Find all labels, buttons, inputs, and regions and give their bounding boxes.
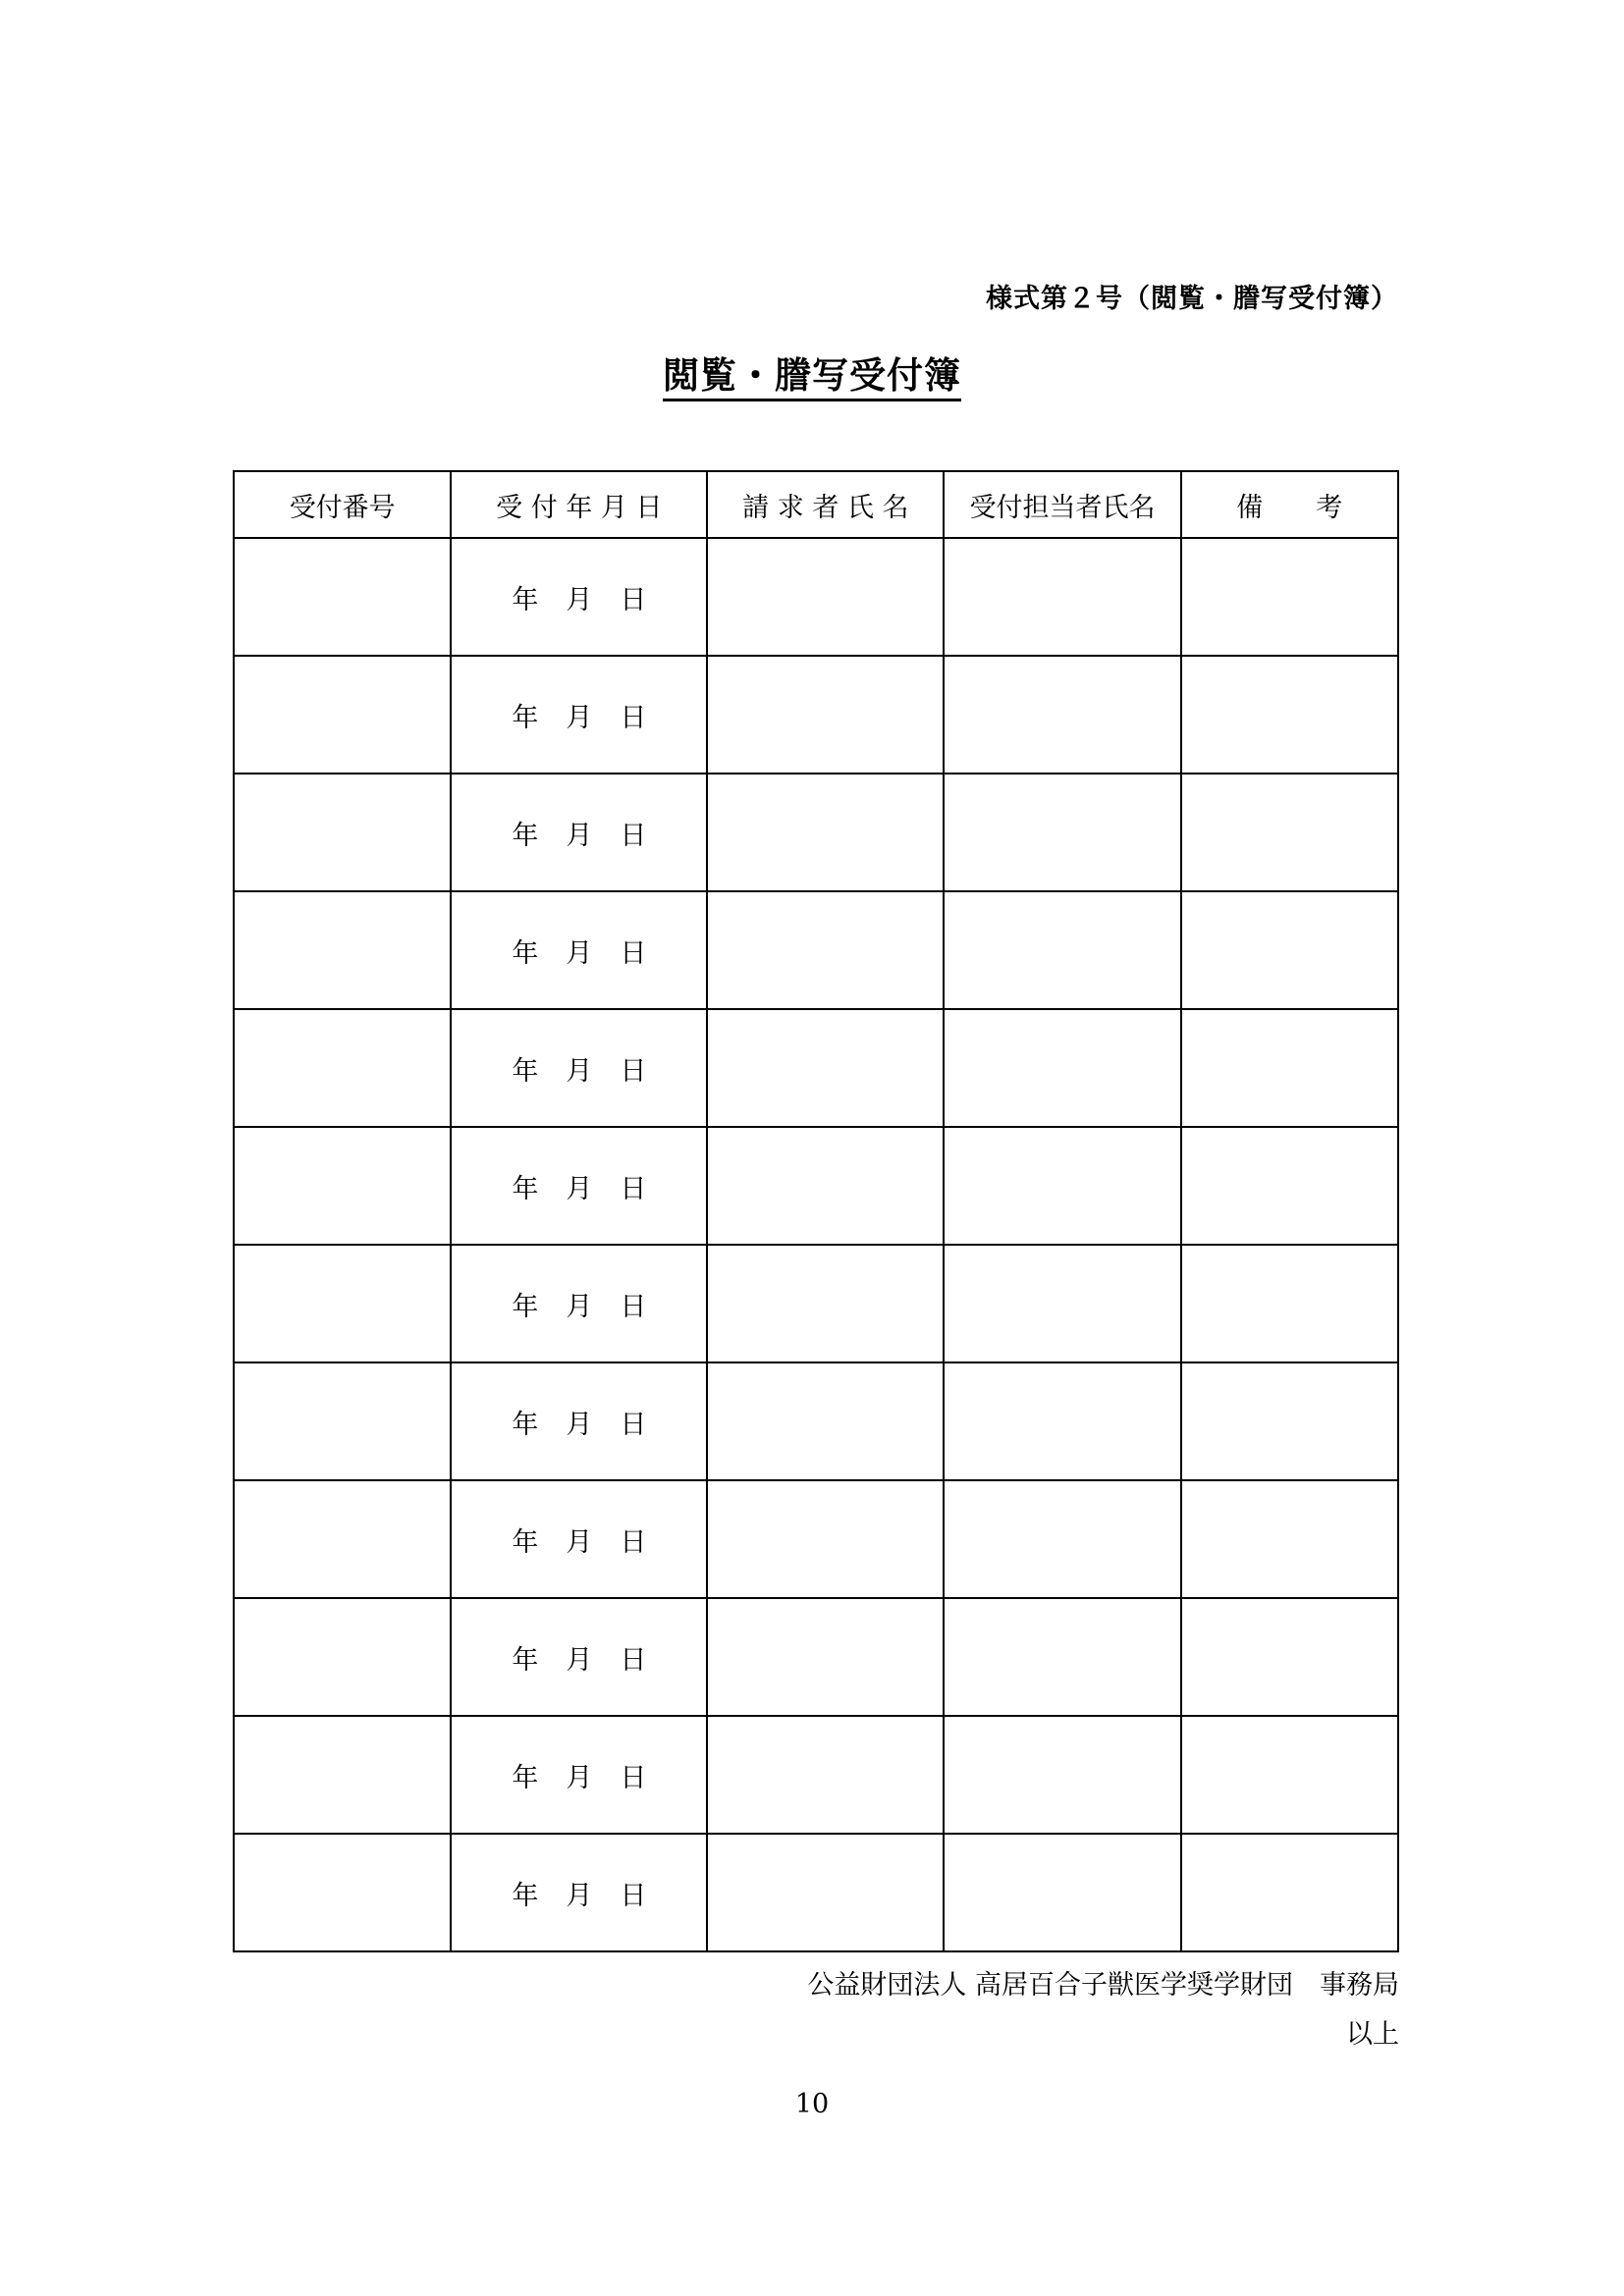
reception-date-cell[interactable]	[451, 1245, 707, 1362]
date-day-label: 日	[620, 1173, 647, 1204]
clerk-name-cell[interactable]	[944, 1127, 1180, 1245]
table-row	[234, 1480, 1398, 1598]
remarks-cell[interactable]	[1181, 774, 1398, 891]
date-year-label: 年	[512, 1880, 539, 1911]
reception-number-cell[interactable]	[234, 1598, 451, 1716]
page-number: 10	[794, 2089, 830, 2119]
table-body	[234, 538, 1398, 1951]
reception-number-cell[interactable]	[234, 1480, 451, 1598]
document-title-wrapper	[0, 346, 1624, 399]
reception-number-cell[interactable]	[234, 1245, 451, 1362]
requester-name-cell[interactable]	[707, 1716, 944, 1834]
remarks-cell[interactable]	[1181, 1716, 1398, 1834]
date-month-label: 月	[566, 1055, 593, 1087]
remarks-cell[interactable]	[1181, 1480, 1398, 1598]
table-row	[234, 1245, 1398, 1362]
remarks-cell[interactable]	[1181, 656, 1398, 774]
reception-number-cell[interactable]	[234, 656, 451, 774]
requester-name-cell[interactable]	[707, 774, 944, 891]
date-month-label: 月	[566, 1644, 593, 1676]
reception-date-cell[interactable]	[451, 1716, 707, 1834]
remarks-cell[interactable]	[1181, 1245, 1398, 1362]
date-year-label: 年	[512, 1409, 539, 1440]
remarks-cell[interactable]	[1181, 1362, 1398, 1480]
date-year-label: 年	[512, 584, 539, 615]
date-month-label: 月	[566, 1526, 593, 1558]
reception-date-cell[interactable]	[451, 1480, 707, 1598]
date-day-label: 日	[620, 1055, 647, 1087]
table-row	[234, 1362, 1398, 1480]
date-month-label: 月	[566, 1173, 593, 1204]
clerk-name-cell[interactable]	[944, 1716, 1180, 1834]
reception-number-cell[interactable]	[234, 538, 451, 656]
requester-name-cell[interactable]	[707, 1834, 944, 1951]
clerk-name-cell[interactable]	[944, 1834, 1180, 1951]
reception-number-cell[interactable]	[234, 1362, 451, 1480]
table-row	[234, 1716, 1398, 1834]
clerk-name-cell[interactable]	[944, 891, 1180, 1009]
organization-name: 公益財団法人 高居百合子獣医学奨学財団 事務局	[807, 1970, 1399, 2001]
requester-name-cell[interactable]	[707, 538, 944, 656]
table-row	[234, 774, 1398, 891]
date-day-label: 日	[620, 1526, 647, 1558]
remarks-cell[interactable]	[1181, 1598, 1398, 1716]
date-year-label: 年	[512, 1644, 539, 1676]
header-clerk-name: 受付担当者氏名	[944, 471, 1180, 538]
table-row	[234, 1127, 1398, 1245]
reception-date-cell[interactable]	[451, 774, 707, 891]
date-year-label: 年	[512, 820, 539, 851]
header-requester-name: 請 求 者 氏 名	[707, 471, 944, 538]
clerk-name-cell[interactable]	[944, 1362, 1180, 1480]
date-month-label: 月	[566, 1762, 593, 1793]
date-day-label: 日	[620, 1291, 647, 1322]
remarks-cell[interactable]	[1181, 1009, 1398, 1127]
table-row	[234, 891, 1398, 1009]
date-day-label: 日	[620, 1880, 647, 1911]
date-month-label: 月	[566, 1880, 593, 1911]
requester-name-cell[interactable]	[707, 1009, 944, 1127]
date-day-label: 日	[620, 1762, 647, 1793]
date-year-label: 年	[512, 1173, 539, 1204]
remarks-cell[interactable]	[1181, 1127, 1398, 1245]
reception-date-cell[interactable]	[451, 1598, 707, 1716]
header-remarks: 備 考	[1181, 471, 1398, 538]
remarks-cell[interactable]	[1181, 538, 1398, 656]
date-day-label: 日	[620, 937, 647, 969]
date-year-label: 年	[512, 702, 539, 733]
reception-number-cell[interactable]	[234, 891, 451, 1009]
reception-number-cell[interactable]	[234, 1009, 451, 1127]
reception-number-cell[interactable]	[234, 1127, 451, 1245]
reception-date-cell[interactable]	[451, 538, 707, 656]
date-day-label: 日	[620, 820, 647, 851]
date-month-label: 月	[566, 1291, 593, 1322]
date-year-label: 年	[512, 1291, 539, 1322]
closing-mark: 以上	[1346, 2019, 1399, 2050]
form-number: 様式第２号（閲覧・謄写受付簿）	[986, 284, 1398, 314]
clerk-name-cell[interactable]	[944, 1009, 1180, 1127]
clerk-name-cell[interactable]	[944, 774, 1180, 891]
requester-name-cell[interactable]	[707, 1362, 944, 1480]
clerk-name-cell[interactable]	[944, 1245, 1180, 1362]
date-day-label: 日	[620, 702, 647, 733]
date-year-label: 年	[512, 1526, 539, 1558]
requester-name-cell[interactable]	[707, 1245, 944, 1362]
date-day-label: 日	[620, 584, 647, 615]
date-year-label: 年	[512, 1762, 539, 1793]
table-row	[234, 538, 1398, 656]
header-reception-date: 受 付 年 月 日	[451, 471, 707, 538]
table-header-row	[234, 471, 1398, 538]
remarks-cell[interactable]	[1181, 1834, 1398, 1951]
requester-name-cell[interactable]	[707, 891, 944, 1009]
date-month-label: 月	[566, 1409, 593, 1440]
document-title: 閲覧・謄写受付簿	[663, 354, 961, 401]
reception-number-cell[interactable]	[234, 774, 451, 891]
clerk-name-cell[interactable]	[944, 1598, 1180, 1716]
reception-date-cell[interactable]	[451, 1362, 707, 1480]
date-day-label: 日	[620, 1409, 647, 1440]
date-month-label: 月	[566, 820, 593, 851]
requester-name-cell[interactable]	[707, 1127, 944, 1245]
date-month-label: 月	[566, 702, 593, 733]
remarks-cell[interactable]	[1181, 891, 1398, 1009]
date-day-label: 日	[620, 1644, 647, 1676]
reception-number-cell[interactable]	[234, 1834, 451, 1951]
date-month-label: 月	[566, 937, 593, 969]
reception-date-cell[interactable]	[451, 891, 707, 1009]
reception-date-cell[interactable]	[451, 1127, 707, 1245]
date-year-label: 年	[512, 1055, 539, 1087]
requester-name-cell[interactable]	[707, 1480, 944, 1598]
clerk-name-cell[interactable]	[944, 538, 1180, 656]
reception-number-cell[interactable]	[234, 1716, 451, 1834]
date-month-label: 月	[566, 584, 593, 615]
table-row	[234, 1598, 1398, 1716]
reception-date-cell[interactable]	[451, 1009, 707, 1127]
reception-date-cell[interactable]	[451, 1834, 707, 1951]
table-row	[234, 1009, 1398, 1127]
table-row	[234, 1834, 1398, 1951]
date-year-label: 年	[512, 937, 539, 969]
requester-name-cell[interactable]	[707, 656, 944, 774]
header-reception-number: 受付番号	[234, 471, 451, 538]
clerk-name-cell[interactable]	[944, 1480, 1180, 1598]
reception-date-cell[interactable]	[451, 656, 707, 774]
clerk-name-cell[interactable]	[944, 656, 1180, 774]
table-row	[234, 656, 1398, 774]
requester-name-cell[interactable]	[707, 1598, 944, 1716]
reception-register-table	[233, 470, 1399, 1952]
